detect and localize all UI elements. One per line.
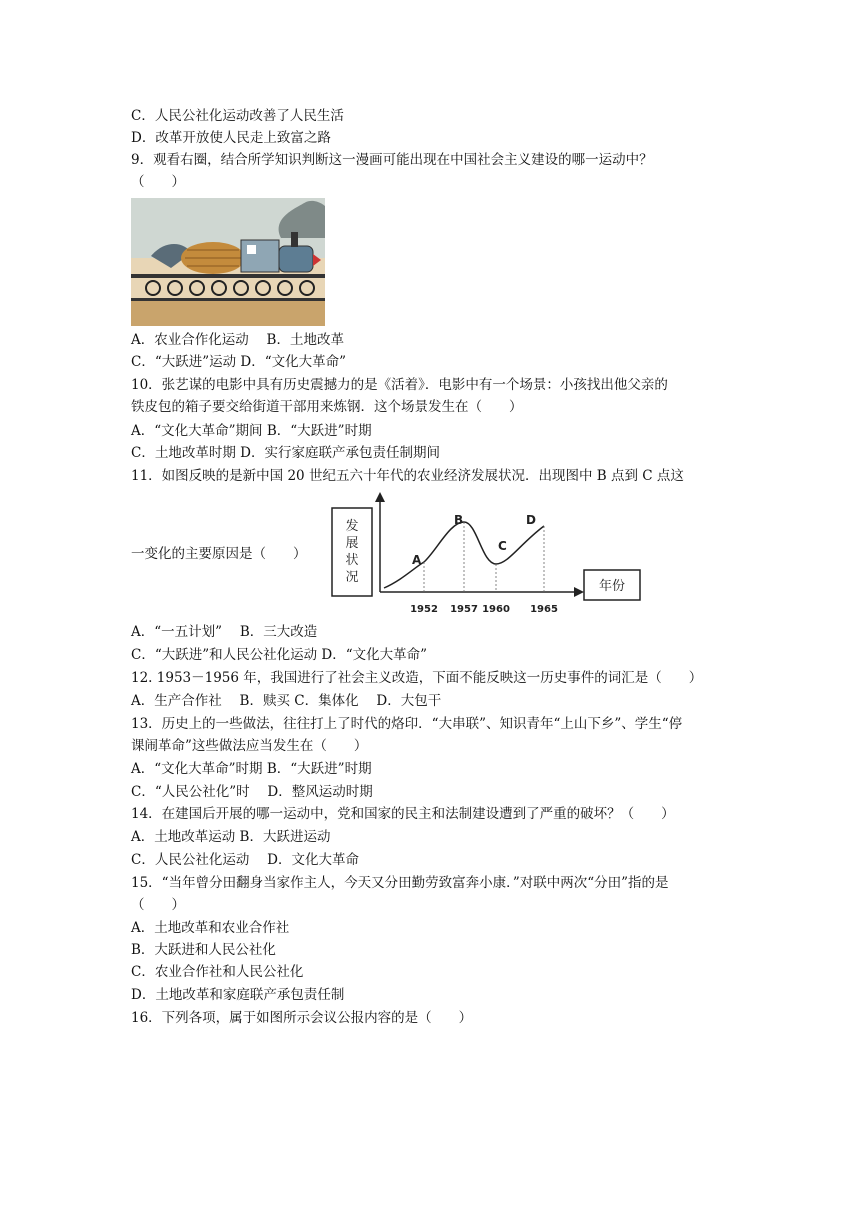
question-9-stem: 9．观看右圈，结合所学知识判断这一漫画可能出现在中国社会主义建设的哪一运动中？ xyxy=(131,152,653,168)
question-14-stem: 14．在建国后开展的哪一运动中，党和国家的民主和法制建设遭到了严重的破坏？（ ） xyxy=(131,806,675,822)
great-leap-train-cartoon xyxy=(131,198,325,326)
question-10-options-cd: C．土地改革时期 D．实行家庭联产承包责任制期间 xyxy=(131,445,440,461)
question-16-stem: 16．下列各项，属于如图所示会议公报内容的是（ ） xyxy=(131,1010,473,1026)
point-label-c: C xyxy=(498,539,507,553)
question-9-options-cd: C．“大跃进”运动 D．“文化大革命” xyxy=(131,354,347,370)
year-1960: 1960 xyxy=(482,604,510,615)
question-11-options-ab: A．“一五计划” B．三大改造 xyxy=(131,624,318,640)
ylabel-char-3: 状 xyxy=(345,553,359,568)
xlabel: 年份 xyxy=(598,579,626,594)
ylabel-char-2: 展 xyxy=(345,536,359,551)
question-13-options-cd: C．“人民公社化”时 D．整风运动时期 xyxy=(131,784,373,800)
question-11-stem-line2: 一变化的主要原因是（ ） xyxy=(131,546,307,562)
question-10-options-ab: A．“文化大革命”期间 B．“大跃进”时期 xyxy=(131,423,372,439)
question-15-option-d: D．土地改革和家庭联产承包责任制 xyxy=(131,987,345,1003)
question-15-option-b: B．大跃进和人民公社化 xyxy=(131,942,276,958)
question-15-stem: 15．“当年曾分田翻身当家作主人，今天又分田勤劳致富奔小康．”对联中两次“分田”指的是 xyxy=(131,875,669,891)
y-axis-arrow xyxy=(375,492,385,502)
question-12-options: A．生产合作社 B．赎买 C．集体化 D．大包干 xyxy=(131,693,442,709)
question-12-stem: 12. 1953－1956 年，我国进行了社会主义改造，下面不能反映这一历史事件的词汇是（ ） xyxy=(131,670,703,686)
question-14-options-cd: C．人民公社化运动 D．文化大革命 xyxy=(131,852,359,868)
question-13-stem-line2: 课闹革命”这些做法应当发生在（ ） xyxy=(131,738,368,754)
point-label-d: D xyxy=(526,513,536,527)
question-9-blank: （ ） xyxy=(131,174,185,190)
option-c-q8: C．人民公社化运动改善了人民生活 xyxy=(131,108,344,124)
ylabel-char-4: 况 xyxy=(345,570,359,585)
agri-development-chart xyxy=(322,492,646,620)
question-13-options-ab: A．“文化大革命”时期 B．“大跃进”时期 xyxy=(131,761,372,777)
ylabel-char-1: 发 xyxy=(345,519,359,534)
question-10-stem-line1: 10．张艺谋的电影中具有历史震撼力的是《活着》．电影中有一个场景：小孩找出他父亲的 xyxy=(131,377,668,393)
question-11-stem-line1: 11．如图反映的是新中国 20 世纪五六十年代的农业经济发展状况．出现图中 B 点到 C 点这 xyxy=(131,468,684,484)
year-1952: 1952 xyxy=(410,604,438,615)
point-label-a: A xyxy=(412,553,422,567)
question-13-stem-line1: 13．历史上的一些做法，往往打上了时代的烙印．“大串联”、知识青年“上山下乡”、学生“停 xyxy=(131,716,683,732)
x-axis-arrow xyxy=(574,587,584,597)
question-15-option-a: A．土地改革和农业合作社 xyxy=(131,920,290,936)
question-9-options-ab: A．农业合作化运动 B．土地改革 xyxy=(131,332,344,348)
option-d-q8: D．改革开放使人民走上致富之路 xyxy=(131,130,331,146)
point-label-b: B xyxy=(454,513,464,527)
question-15-option-c: C．农业合作社和人民公社化 xyxy=(131,964,304,980)
question-10-stem-line2: 铁皮包的箱子要交给街道干部用来炼钢．这个场景发生在（ ） xyxy=(131,399,523,415)
year-1965: 1965 xyxy=(530,604,558,615)
question-14-options-ab: A．土地改革运动 B．大跃进运动 xyxy=(131,829,331,845)
question-15-blank: （ ） xyxy=(131,897,185,913)
question-11-options-cd: C．“大跃进”和人民公社化运动 D．“文化大革命” xyxy=(131,647,428,663)
year-1957: 1957 xyxy=(450,604,478,615)
